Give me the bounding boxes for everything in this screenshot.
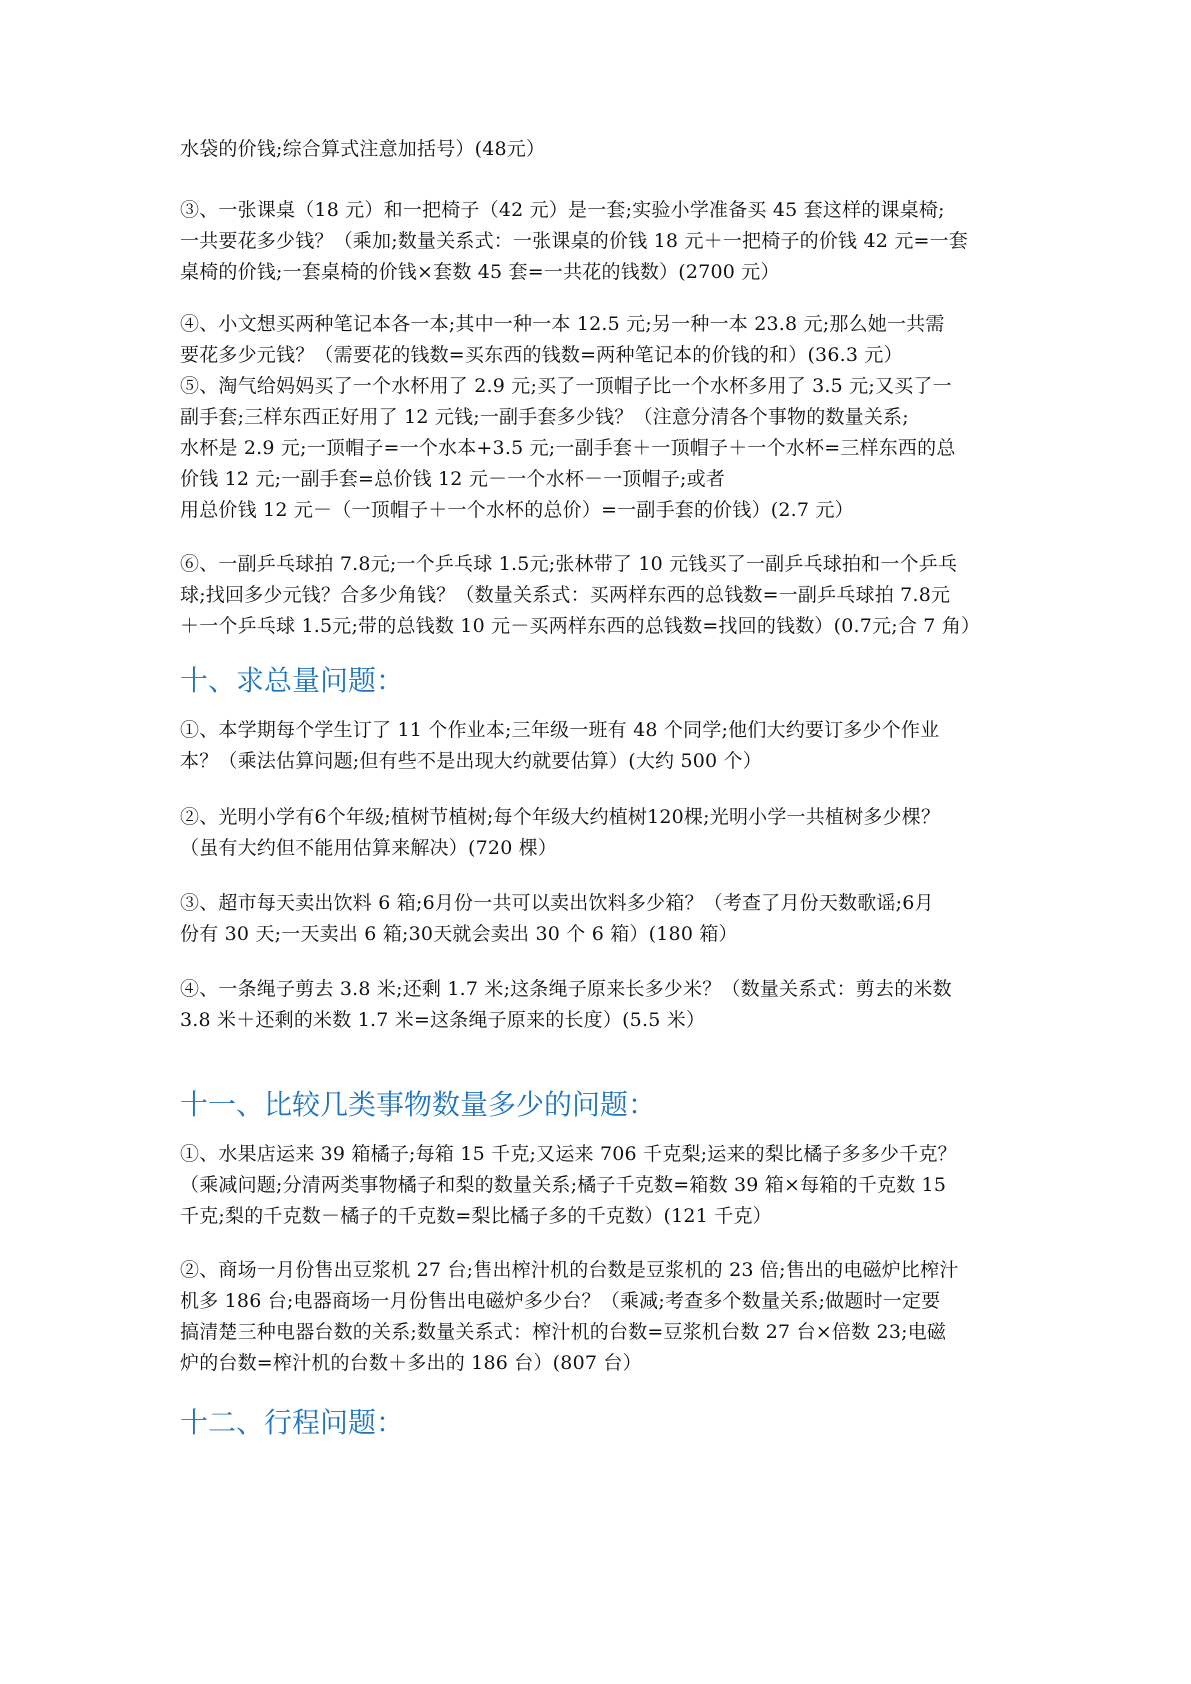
text-line: （乘减问题;分清两类事物橘子和梨的数量关系;橘子千克数=箱数 39 箱×每箱的千克数 15: [180, 1174, 947, 1196]
text-line: 本？（乘法估算问题;但有些不是出现大约就要估算）(大约 500 个）: [180, 750, 762, 772]
text-line: 份有 30 天;一天卖出 6 箱;30天就会卖出 30 个 6 箱）(180 箱）: [180, 923, 738, 945]
text-line: ②、光明小学有6个年级;植树节植树;每个年级大约植树120棵;光明小学一共植树多少棵？: [180, 806, 941, 828]
text-line: 副手套;三样东西正好用了 12 元钱;一副手套多少钱？（注意分清各个事物的数量关系;: [180, 406, 909, 428]
text-line: ⑤、淘气给妈妈买了一个水杯用了 2.9 元;买了一顶帽子比一个水杯多用了 3.5 元;又买了一: [180, 375, 952, 397]
text-line: 千克;梨的千克数－橘子的千克数=梨比橘子多的千克数）(121 千克）: [180, 1205, 772, 1227]
paragraph-3: [180, 309, 1020, 526]
section-heading-10: 十、求总量问题：: [180, 664, 405, 697]
text-line: （虽有大约但不能用估算来解决）(720 棵）: [180, 837, 558, 859]
text-line: 要花多少元钱？（需要花的钱数=买东西的钱数=两种笔记本的价钱的和）(36.3 元）: [180, 344, 903, 366]
paragraph-10: [180, 1255, 1020, 1379]
text-line: ②、商场一月份售出豆浆机 27 台;售出榨汁机的台数是豆浆机的 23 倍;售出的电磁炉比榨汁: [180, 1259, 959, 1281]
paragraph-6: [180, 802, 1020, 864]
text-line: ⑥、一副乒乓球拍 7.8元;一个乒乓球 1.5元;张林带了 10 元钱买了一副乒乓球拍和一个乒乓: [180, 553, 958, 575]
text-line: ③、一张课桌（18 元）和一把椅子（42 元）是一套;实验小学准备买 45 套这样的课桌椅;: [180, 199, 945, 221]
text-line: 搞清楚三种电器台数的关系;数量关系式：榨汁机的台数=豆浆机台数 27 台×倍数 23;电磁: [180, 1321, 947, 1343]
text-line: 用总价钱 12 元－（一顶帽子＋一个水杯的总价）=一副手套的价钱）(2.7 元）: [180, 499, 854, 521]
text-line: ①、水果店运来 39 箱橘子;每箱 15 千克;又运来 706 千克梨;运来的梨比橘子多多少千克？: [180, 1143, 957, 1165]
text-line: ①、本学期每个学生订了 11 个作业本;三年级一班有 48 个同学;他们大约要订多少个作业: [180, 719, 940, 741]
text-line: 球;找回多少元钱？合多少角钱？（数量关系式：买两样东西的总钱数=一副乒乓球拍 7.8元: [180, 584, 951, 606]
paragraph-5: [180, 715, 1020, 777]
paragraph-8: [180, 974, 1020, 1036]
section-heading-12: 十二、行程问题：: [180, 1406, 405, 1439]
text-line: 桌椅的价钱;一套桌椅的价钱×套数 45 套=一共花的钱数）(2700 元）: [180, 261, 780, 283]
paragraph-4: [180, 549, 1020, 642]
text-line: 价钱 12 元;一副手套=总价钱 12 元－一个水杯－一顶帽子;或者: [180, 468, 726, 490]
text-line: 水袋的价钱;综合算式注意加括号）(48元）: [180, 138, 546, 160]
text-line: ＋一个乒乓球 1.5元;带的总钱数 10 元－买两样东西的总钱数=找回的钱数）(0.7元;合 7 角）: [180, 615, 981, 637]
text-line: ④、小文想买两种笔记本各一本;其中一种一本 12.5 元;另一种一本 23.8 元;那么她一共需: [180, 313, 945, 335]
paragraph-9: [180, 1139, 1020, 1232]
text-line: ④、一条绳子剪去 3.8 米;还剩 1.7 米;这条绳子原来长多少米？（数量关系式：剪去的米数: [180, 978, 952, 1000]
paragraph-2: [180, 195, 1020, 288]
section-heading-11: 十一、比较几类事物数量多少的问题：: [180, 1088, 657, 1121]
text-line: 机多 186 台;电器商场一月份售出电磁炉多少台？（乘减;考查多个数量关系;做题时一定要: [180, 1290, 941, 1312]
paragraph-1: [180, 134, 1020, 165]
text-line: 一共要花多少钱？（乘加;数量关系式：一张课桌的价钱 18 元＋一把椅子的价钱 42 元=一套: [180, 230, 969, 252]
text-line: 水杯是 2.9 元;一顶帽子=一个水本+3.5 元;一副手套＋一顶帽子＋一个水杯=三样东西的总: [180, 437, 956, 459]
text-line: ③、超市每天卖出饮料 6 箱;6月份一共可以卖出饮料多少箱？（考查了月份天数歌谣;6月: [180, 892, 934, 914]
paragraph-7: [180, 888, 1020, 950]
text-line: 炉的台数=榨汁机的台数＋多出的 186 台）(807 台）: [180, 1352, 642, 1374]
text-line: 3.8 米＋还剩的米数 1.7 米=这条绳子原来的长度）(5.5 米）: [180, 1009, 706, 1031]
